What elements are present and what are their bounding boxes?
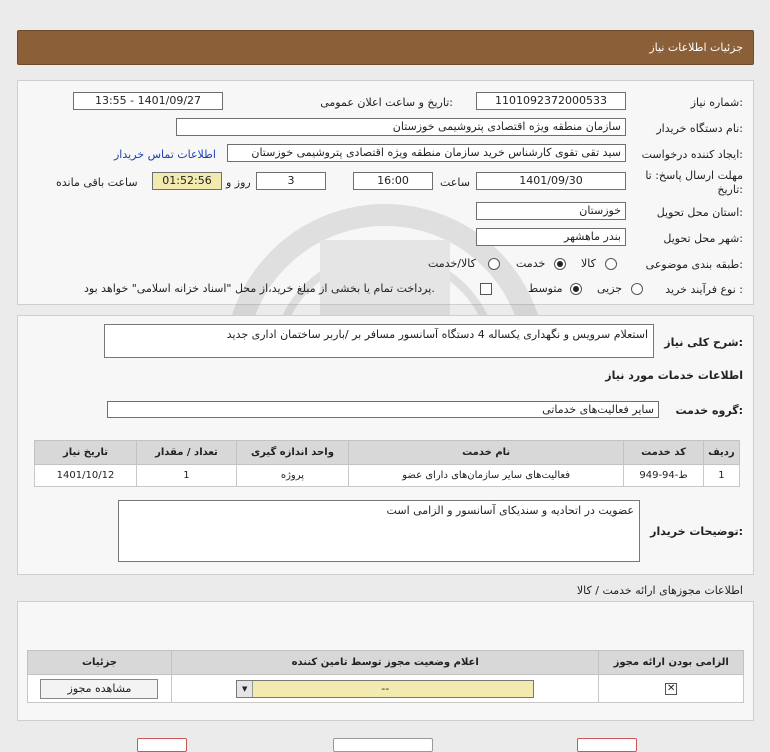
buyer-contact-link[interactable]: اطلاعات تماس خریدار bbox=[114, 148, 216, 161]
bottom-action-button-left[interactable] bbox=[137, 738, 187, 752]
process-radio-minor[interactable] bbox=[631, 283, 643, 295]
cell-permit-status bbox=[171, 675, 598, 703]
city-label: شهر محل تحویل: bbox=[663, 232, 743, 245]
announce-datetime-field: 1401/09/27 - 13:55 bbox=[73, 92, 223, 110]
category-radio-goods[interactable] bbox=[605, 258, 617, 270]
col-quantity: تعداد / مقدار bbox=[137, 441, 237, 465]
treasury-checkbox[interactable] bbox=[480, 283, 492, 295]
days-label: روز و bbox=[226, 176, 251, 189]
remaining-time-field: 01:52:56 bbox=[152, 172, 222, 190]
view-permit-button[interactable]: مشاهده مجوز bbox=[40, 679, 158, 699]
deadline-label: مهلت ارسال پاسخ: تا bbox=[645, 169, 743, 182]
category-option-service: خدمت bbox=[516, 257, 546, 270]
permits-table-header bbox=[28, 651, 744, 675]
services-section-title: اطلاعات خدمات مورد نیاز bbox=[605, 369, 743, 382]
col-service-code: کد خدمت bbox=[624, 441, 704, 465]
buyer-org-label: نام دستگاه خریدار: bbox=[656, 122, 743, 135]
col-need-date: تاریخ نیاز bbox=[35, 441, 137, 465]
category-option-goods: کالا bbox=[581, 257, 596, 270]
process-option-medium: متوسط bbox=[528, 282, 563, 295]
permits-title: اطلاعات مجوزهای ارائه خدمت / کالا bbox=[576, 584, 743, 597]
buyer-org-field: سازمان منطقه ویژه اقتصادی پتروشیمی خوزستان bbox=[176, 118, 626, 136]
cell-service-code: ط-94-949 bbox=[624, 465, 704, 487]
process-option-minor: جزیی bbox=[597, 282, 623, 295]
category-radio-goods-service[interactable] bbox=[488, 258, 500, 270]
table-row bbox=[28, 675, 744, 703]
services-table bbox=[34, 440, 740, 487]
need-number-field: 1101092372000533 bbox=[476, 92, 626, 110]
cell-quantity: 1 bbox=[137, 465, 237, 487]
col-permit-required: الزامی بودن ارائه مجوز bbox=[599, 651, 744, 675]
cell-need-date: 1401/10/12 bbox=[35, 465, 137, 487]
cell-permit-details bbox=[28, 675, 172, 703]
category-radio-service[interactable] bbox=[554, 258, 566, 270]
col-permit-details: جزئیات bbox=[28, 651, 172, 675]
description-field: استعلام سرویس و نگهداری یکساله 4 دستگاه آسانسور مسافر بر /باربر ساختمان اداری جدید bbox=[104, 324, 654, 358]
need-info-panel bbox=[17, 80, 754, 305]
days-field: 3 bbox=[256, 172, 326, 190]
treasury-note: پرداخت تمام یا بخشی از مبلغ خرید،از محل "اسناد خزانه اسلامی" خواهد بود. bbox=[84, 282, 435, 295]
need-number-label: شماره نیاز: bbox=[690, 96, 743, 109]
service-group-label: گروه خدمت: bbox=[675, 404, 743, 417]
col-unit: واحد اندازه گیری bbox=[236, 441, 348, 465]
services-table-header bbox=[35, 441, 740, 465]
province-label: استان محل تحویل: bbox=[656, 206, 743, 219]
process-radio-medium[interactable] bbox=[570, 283, 582, 295]
deadline-date-field: 1401/09/30 bbox=[476, 172, 626, 190]
city-field: بندر ماهشهر bbox=[476, 228, 626, 246]
col-service-name: نام خدمت bbox=[349, 441, 624, 465]
cell-service-name: فعالیت‌های سایر سازمان‌های دارای عضو bbox=[349, 465, 624, 487]
bottom-action-button-middle[interactable] bbox=[333, 738, 433, 752]
permit-status-select[interactable] bbox=[236, 680, 534, 698]
service-group-field: سایر فعالیت‌های خدماتی bbox=[107, 401, 659, 418]
process-type-label: نوع فرآیند خرید : bbox=[665, 283, 743, 296]
announce-datetime-label: تاریخ و ساعت اعلان عمومی: bbox=[320, 96, 453, 109]
table-row bbox=[35, 465, 740, 487]
page-header bbox=[17, 30, 754, 65]
category-option-goods-service: کالا/خدمت bbox=[428, 257, 476, 270]
buyer-notes-field: عضویت در اتحادیه و سندیکای آسانسور و الزامی است bbox=[118, 500, 640, 562]
province-field: خوزستان bbox=[476, 202, 626, 220]
cell-unit: پروژه bbox=[236, 465, 348, 487]
description-label: شرح کلی نیاز: bbox=[664, 336, 743, 349]
deadline-time-field: 16:00 bbox=[353, 172, 433, 190]
category-label: طبقه بندی موضوعی: bbox=[645, 258, 743, 271]
permits-table bbox=[27, 650, 744, 703]
deadline-date-label: تاریخ: bbox=[717, 183, 743, 196]
cell-row: 1 bbox=[703, 465, 739, 487]
deadline-time-label: ساعت bbox=[440, 176, 470, 189]
col-row: ردیف bbox=[703, 441, 739, 465]
chevron-down-icon[interactable]: ▼ bbox=[237, 681, 253, 697]
permit-status-value: -- bbox=[381, 681, 390, 695]
remaining-time-label: ساعت باقی مانده bbox=[56, 176, 138, 189]
bottom-action-button-right[interactable] bbox=[577, 738, 637, 752]
col-permit-status: اعلام وضعیت مجوز توسط تامین کننده bbox=[171, 651, 598, 675]
cell-permit-required bbox=[599, 675, 744, 703]
required-check-icon: ✕ bbox=[667, 682, 676, 694]
creator-label: ایجاد کننده درخواست: bbox=[641, 148, 743, 161]
page-title: جزئیات اطلاعات نیاز bbox=[649, 41, 743, 54]
buyer-notes-label: توضیحات خریدار: bbox=[650, 525, 743, 538]
creator-field: سید تقی تقوی کارشناس خرید سازمان منطقه ویژه اقتصادی پتروشیمی خوزستان bbox=[227, 144, 626, 162]
